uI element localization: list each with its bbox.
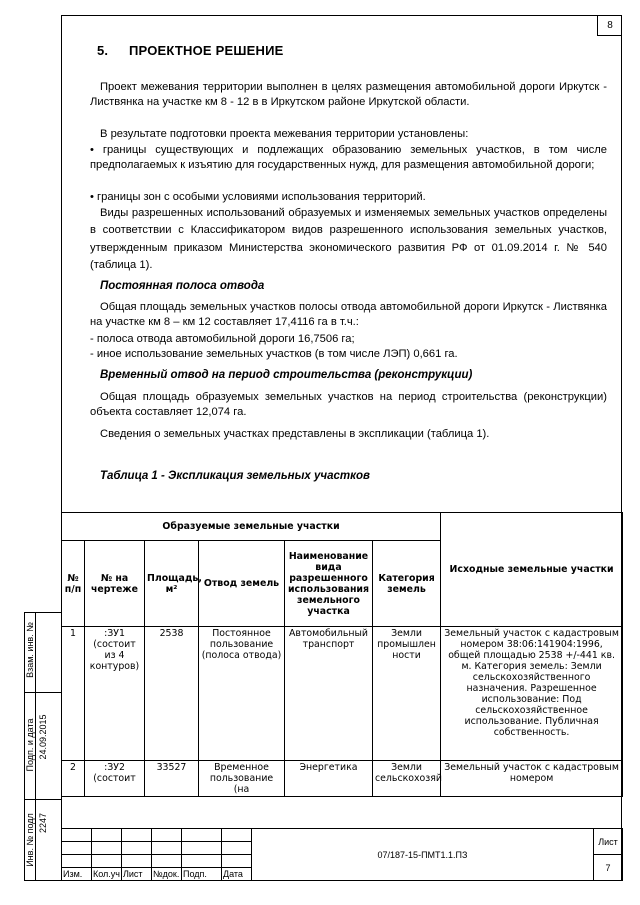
section-title-text: ПРОЕКТНОЕ РЕШЕНИЕ — [129, 43, 284, 58]
sheet-label: Лист — [594, 829, 623, 855]
table-row — [62, 627, 623, 761]
cell-drawing: :ЗУ2 (состоит — [85, 761, 145, 797]
cell-use: Энергетика — [285, 761, 373, 797]
cell-use: Автомобильный транспорт — [285, 627, 373, 761]
title-stamp — [61, 828, 623, 881]
subheading-temporary: Временный отвод на период строительства (реконструкции) — [100, 369, 473, 381]
label-inv-num: 2247 — [38, 812, 48, 834]
subheading-permanent: Постоянная полоса отвода — [100, 280, 265, 292]
cell-source: Земельный участок с кадастровым номером 38:06:141904:1996, общей площадью 2538 +/-441 кв. м. Категория земель: Земли сельскохозяйственного назначения. Разрешенное использование: Под сельскохозяйственное использование. Публичная собственность. — [441, 627, 623, 761]
cell-area: 33527 — [145, 761, 199, 797]
paragraph-established: В результате подготовки проекта межевания территории установлены: — [100, 128, 469, 140]
cell-allotment: Постоянное пользование (полоса отвода) — [199, 627, 285, 761]
header-drawing: № на чертеже — [85, 541, 145, 627]
stamp-col-ndok: №док. — [152, 868, 182, 881]
label-podp: Подп. и дата — [25, 718, 35, 772]
cell-drawing: :ЗУ1 (состоит из 4 контуров) — [85, 627, 145, 761]
cell-category: Земли промышлен ности — [373, 627, 441, 761]
cell-source: Земельный участок с кадастровым номером — [441, 761, 623, 797]
section-title — [97, 43, 284, 58]
sheet-number: 7 — [594, 855, 623, 881]
stamp-col-kolich: Кол.уч — [93, 869, 120, 879]
explication-table — [61, 512, 623, 797]
paragraph-explication-ref: Сведения о земельных участках представлены в экспликации (таблица 1). — [100, 428, 490, 440]
paragraph-purpose: Проект межевания территории выполнен в целях размещения автомобильной дороги Иркутск - Листвянка на участке км 8 - 12 в в Иркутском районе Иркутской области. — [90, 81, 607, 109]
header-num: № п/п — [62, 541, 85, 627]
paragraph-classifier: Виды разрешенных использований образуемых и изменяемых земельных участков определены в соответствии с Классификатором видов разрешенного использования земельных участков, утвержденным приказом Министерства экономического развития РФ от 01.09.2014 г. № 540 (таблица 1). — [90, 207, 607, 271]
header-area: Площадь, м² — [145, 541, 199, 627]
paragraph-road-strip: - полоса отвода автомобильной дороги 16,7506 га; — [90, 333, 355, 345]
label-vzam: Взам. инв. № — [25, 622, 35, 678]
cell-num: 1 — [62, 627, 85, 761]
header-allotment: Отвод земель — [199, 541, 285, 627]
label-date: 24.09.2015 — [38, 714, 48, 760]
stamp-col-izm: Изм. — [62, 868, 92, 881]
page-number: 8 — [597, 15, 622, 36]
stamp-col-list: Лист — [122, 868, 152, 881]
cell-category: Земли сельскохозяй — [373, 761, 441, 797]
bullet-boundaries: • границы существующих и подлежащих образованию земельных участков, в том числе предполагаемых к изъятию для государственных нужд, для размещения автомобильной дороги; — [90, 144, 607, 172]
label-inv: Инв. № подл — [25, 813, 35, 867]
stamp-col-podp: Подп. — [182, 868, 222, 881]
header-category: Категория земель — [373, 541, 441, 627]
group-header: Образуемые земельные участки — [62, 513, 441, 541]
cell-area: 2538 — [145, 627, 199, 761]
header-use: Наименование вида разрешенного использования земельного участка — [285, 541, 373, 627]
section-number: 5. — [97, 43, 109, 58]
bullet-zones: • границы зон с особыми условиями использования территорий. — [90, 191, 426, 203]
side-strip-line — [24, 692, 61, 693]
table-caption: Таблица 1 - Экспликация земельных участков — [100, 470, 370, 482]
paragraph-other-use: - иное использование земельных участков (в том числе ЛЭП) 0,661 га. — [90, 348, 458, 360]
paragraph-temporary-area: Общая площадь образуемых земельных участков на период строительства (реконструкции) объекта составляет 12,074 га. — [90, 391, 607, 419]
doc-code: 07/187-15-ПМТ1.1.ПЗ — [252, 829, 594, 881]
table-row — [62, 761, 623, 797]
cell-allotment: Временное пользование (на — [199, 761, 285, 797]
cell-num: 2 — [62, 761, 85, 797]
paragraph-permanent-area: Общая площадь земельных участков полосы отвода автомобильной дороги Иркутск - Листвянка на участке км 8 – км 12 составляет 17,4116 га в т.ч.: — [90, 301, 607, 329]
stamp-col-data: Дата — [222, 868, 252, 881]
header-source: Исходные земельные участки — [441, 513, 623, 627]
